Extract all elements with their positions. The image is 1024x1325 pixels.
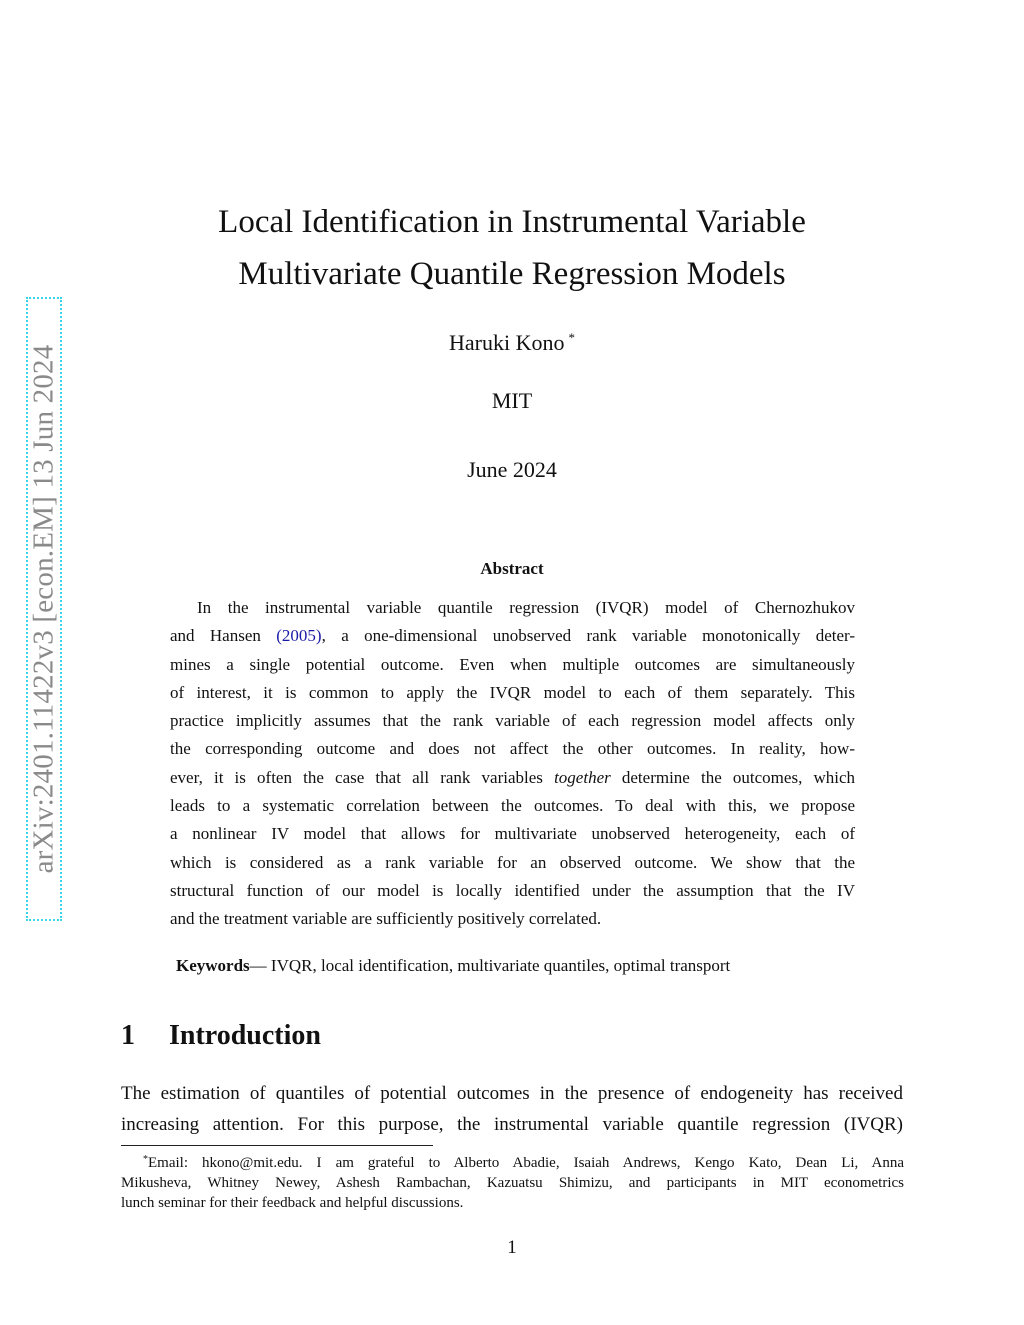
author-name: Haruki Kono xyxy=(449,330,565,355)
abstract-text: and Hansen xyxy=(170,626,277,646)
title-line-1: Local Identification in Instrumental Variable xyxy=(218,204,806,240)
abstract-line: of interest, it is common to apply the IVQR model to each of them separately. This xyxy=(170,682,855,702)
abstract-line xyxy=(170,622,855,650)
abstract-line xyxy=(170,764,855,792)
abstract-line: the corresponding outcome and does not affect the other outcomes. In reality, how- xyxy=(170,739,855,759)
abstract-heading: Abstract xyxy=(480,559,544,578)
abstract-line: and the treatment variable are sufficiently positively correlated. xyxy=(170,909,602,929)
section-heading xyxy=(121,1020,321,1052)
abstract-line: structural function of our model is locally identified under the assumption that the IV xyxy=(170,880,855,900)
keywords-label: Keywords xyxy=(176,956,250,975)
abstract-line: which is considered as a rank variable for an observed outcome. We show that the xyxy=(170,852,855,872)
keywords-text: IVQR, local identification, multivariate quantiles, optimal transport xyxy=(266,956,731,975)
footnote xyxy=(121,1150,904,1213)
abstract-text: a one-dimensional unobserved rank variable monotonically deter- xyxy=(341,626,856,646)
emphasis-together: together xyxy=(554,767,611,787)
abstract-line: leads to a systematic correlation between the outcomes. To deal with this, we propose xyxy=(170,796,855,816)
footnote-text: Email: hkono@mit.edu. I am grateful to Alberto Abadie, Isaiah Andrews, Kengo Kato, Dean Li, Anna xyxy=(148,1155,904,1171)
footnote-line: Mikusheva, Whitney Newey, Ashesh Rambachan, Kazuatsu Shimizu, and participants in MIT econometrics xyxy=(121,1175,904,1191)
intro-line: The estimation of quantiles of potential outcomes in the presence of endogeneity has received xyxy=(121,1083,903,1104)
author-footnote-mark[interactable]: * xyxy=(568,330,575,345)
abstract-body xyxy=(170,594,855,934)
paper-date: June 2024 xyxy=(467,457,557,482)
footnote-line: lunch seminar for their feedback and helpful discussions. xyxy=(121,1195,464,1211)
author-line xyxy=(0,330,1024,356)
abstract-line: a nonlinear IV model that allows for multivariate unobserved heterogeneity, each of xyxy=(170,824,855,844)
abstract-text: ever, it is often the case that all rank variables xyxy=(170,767,543,787)
keywords xyxy=(176,956,876,976)
section-number: 1 xyxy=(121,1020,135,1051)
abstract-line: mines a single potential outcome. Even when multiple outcomes are simultaneously xyxy=(170,654,855,674)
section-title: Introduction xyxy=(169,1020,321,1051)
paper-title xyxy=(150,196,874,300)
intro-paragraph xyxy=(121,1078,903,1140)
abstract-line: practice implicitly assumes that the rank variable of each regression model affects only xyxy=(170,711,855,731)
footnote-mark: * xyxy=(143,1154,148,1165)
abstract-line: In the instrumental variable quantile regression (IVQR) model of Chernozhukov xyxy=(197,598,855,617)
keywords-dash: — xyxy=(249,956,267,975)
footnote-line xyxy=(121,1150,904,1173)
footnote-rule xyxy=(121,1145,433,1146)
title-line-2: Multivariate Quantile Regression Models xyxy=(238,256,786,292)
citation-link[interactable]: (2005) xyxy=(276,626,322,646)
page-number: 1 xyxy=(507,1237,517,1258)
abstract-text: , xyxy=(321,626,326,646)
arxiv-stamp: arXiv:2401.11422v3 [econ.EM] 13 Jun 2024 xyxy=(27,344,60,874)
intro-line: increasing attention. For this purpose, the instrumental variable quantile regression (IVQR) xyxy=(121,1114,903,1135)
abstract-text: determine the outcomes, which xyxy=(621,767,856,787)
affiliation: MIT xyxy=(491,388,533,413)
